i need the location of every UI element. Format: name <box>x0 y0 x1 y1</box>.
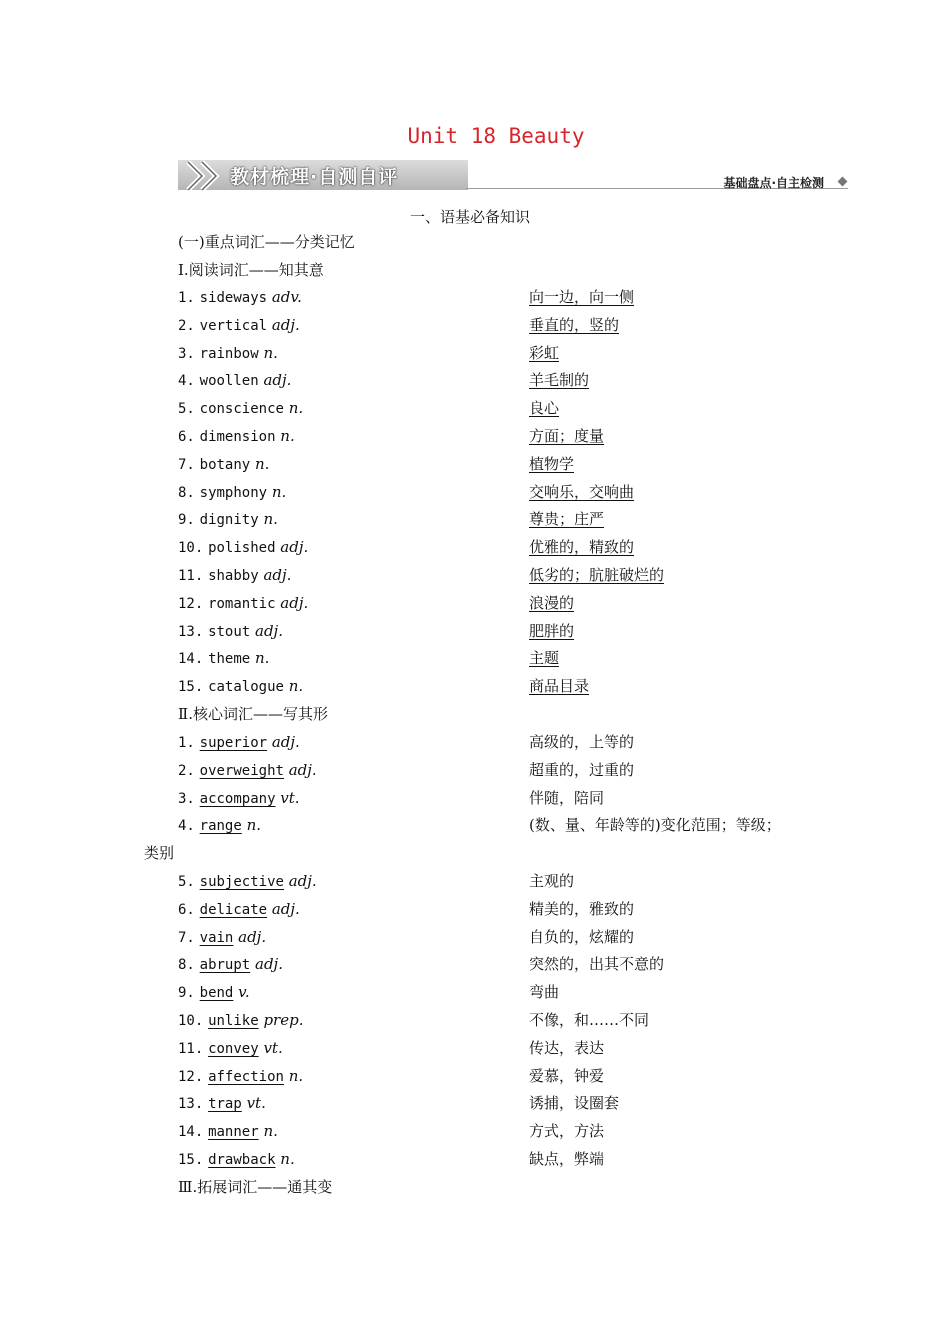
vocab-word: theme <box>208 651 251 668</box>
vocab-word: affection <box>208 1068 284 1085</box>
item-number: 1. <box>178 735 195 751</box>
part-of-speech: n. <box>288 677 304 696</box>
vocab-meaning: 羊毛制的 <box>529 371 590 390</box>
vocab-row <box>178 369 291 391</box>
part-of-speech: adv. <box>271 288 302 306</box>
vocab-word: dignity <box>199 512 259 529</box>
part-of-speech: n. <box>263 1122 278 1141</box>
vocab-meaning: 良心 <box>529 399 560 418</box>
item-number: 8. <box>178 484 195 501</box>
item-number: 15. <box>178 679 204 696</box>
item-number: 14. <box>178 651 204 668</box>
vocab-row <box>178 1037 283 1059</box>
vocab-meaning: 超重的，过重的 <box>529 760 635 779</box>
part-of-speech: adj. <box>255 621 283 640</box>
part-of-speech: n. <box>280 1150 295 1168</box>
item-number: 11. <box>178 568 204 584</box>
part-of-speech: vt. <box>280 788 300 807</box>
vocab-row <box>178 453 269 475</box>
vocab-meaning: 垂直的，竖的 <box>529 315 620 334</box>
part-of-speech: adj. <box>288 872 317 890</box>
vocab-row <box>178 342 278 364</box>
vocab-word: range <box>199 818 242 835</box>
part1-heading: Ⅰ.阅读词汇——知其意 <box>178 261 324 279</box>
vocab-word: stout <box>208 623 251 640</box>
vocab-meaning: 方式，方法 <box>529 1122 605 1141</box>
part-of-speech: adj. <box>263 566 292 584</box>
vocab-word: sideways <box>199 290 268 306</box>
subsection-heading: (一)重点词汇——分类记忆 <box>178 233 355 251</box>
vocab-meaning: 精美的，雅致的 <box>529 899 635 918</box>
vocab-word: vain <box>199 929 234 946</box>
vocab-word: botany <box>199 456 251 473</box>
item-number: 2. <box>178 317 195 334</box>
vocab-meaning: 爱慕，钟爱 <box>529 1066 605 1085</box>
item-number: 9. <box>178 985 195 1002</box>
vocab-word: symphony <box>199 484 268 501</box>
vocab-row <box>178 675 303 697</box>
vocab-row <box>178 981 250 1003</box>
part-of-speech: vt. <box>246 1094 266 1113</box>
vocab-meaning: 低劣的；肮脏破烂的 <box>529 566 665 584</box>
vocab-word: rainbow <box>199 345 259 362</box>
part-of-speech: n. <box>263 510 278 529</box>
vocab-word: overweight <box>199 762 284 779</box>
item-number: 4. <box>178 373 195 390</box>
vocab-row <box>178 536 308 558</box>
vocab-word: bend <box>199 985 234 1002</box>
vocab-word: trap <box>208 1096 242 1113</box>
vocab-meaning: 伴随，陪同 <box>529 788 605 807</box>
vocab-meaning: 商品目录 <box>529 677 590 696</box>
vocab-row <box>178 953 283 975</box>
vocab-meaning: 突然的，出其不意的 <box>529 955 665 974</box>
part-of-speech: v. <box>238 983 250 1002</box>
section-banner <box>178 158 848 194</box>
vocab-row <box>178 425 295 447</box>
vocab-word: subjective <box>199 874 284 890</box>
banner-label: 教材梳理·自测自评 <box>230 166 399 188</box>
item-number: 15. <box>178 1152 204 1168</box>
vocab-word: manner <box>208 1124 259 1141</box>
chevron-right-icon <box>184 158 226 194</box>
part-of-speech: adj. <box>271 315 300 334</box>
vocab-word: woollen <box>199 373 259 390</box>
item-number: 10. <box>178 540 204 557</box>
vocab-row <box>178 564 291 586</box>
vocab-meaning: 诱捕，设圈套 <box>529 1094 620 1113</box>
item-number: 5. <box>178 874 195 890</box>
item-number: 3. <box>178 345 195 362</box>
diamond-icon <box>838 177 848 187</box>
vocab-row <box>178 647 269 669</box>
item-number: 5. <box>178 401 195 418</box>
vocab-row <box>178 1148 295 1170</box>
vocab-word: drawback <box>208 1152 276 1168</box>
vocab-row <box>178 759 317 781</box>
vocab-meaning: 传达，表达 <box>529 1038 605 1057</box>
vocab-row <box>178 814 261 836</box>
part-of-speech: adj. <box>280 538 309 557</box>
item-number: 8. <box>178 957 195 974</box>
vocab-word: conscience <box>199 401 284 418</box>
vocab-meaning: 弯曲 <box>529 983 560 1002</box>
item-number: 6. <box>178 901 195 918</box>
vocab-row <box>178 787 300 809</box>
item-number: 6. <box>178 429 195 445</box>
vocab-meaning: 主题 <box>529 649 560 668</box>
part-of-speech: adj. <box>238 927 267 946</box>
vocab-meaning: 彩虹 <box>529 343 560 362</box>
vocab-row <box>178 1065 303 1087</box>
part-of-speech: prep. <box>263 1011 304 1029</box>
vocab-meaning: 自负的，炫耀的 <box>529 927 635 946</box>
vocab-meaning: 尊贵；庄严 <box>529 510 605 529</box>
page-title: Unit 18 Beauty <box>407 124 585 148</box>
vocab-row <box>178 481 286 503</box>
vocab-meaning: 高级的，上等的 <box>529 733 635 751</box>
item-number: 12. <box>178 1068 204 1085</box>
vocab-word: polished <box>208 540 276 557</box>
part-of-speech: n. <box>255 454 270 473</box>
vocab-word: romantic <box>208 595 276 612</box>
item-number: 12. <box>178 595 204 612</box>
vocab-meaning: 植物学 <box>529 454 575 473</box>
vocab-meaning: 方面；度量 <box>529 427 605 445</box>
part-of-speech: adj. <box>271 733 300 751</box>
vocab-meaning: 不像，和……不同 <box>529 1011 650 1029</box>
part-of-speech: vt. <box>263 1038 283 1057</box>
item-number: 7. <box>178 456 195 473</box>
part2-heading: Ⅱ.核心词汇——写其形 <box>178 705 328 723</box>
vocab-word: superior <box>199 735 268 751</box>
item-number: 13. <box>178 623 204 640</box>
item-number: 11. <box>178 1040 204 1057</box>
part-of-speech: adj. <box>288 760 317 779</box>
part-of-speech: n. <box>271 482 287 501</box>
vocab-row <box>178 870 317 892</box>
vocab-meaning: 浪漫的 <box>529 593 575 612</box>
banner-right-label: 基础盘点·自主检测 <box>723 176 824 190</box>
vocab-meaning: 向一边，向一侧 <box>529 288 635 306</box>
vocab-meaning: 肥胖的 <box>529 621 575 640</box>
vocab-meaning: 交响乐，交响曲 <box>529 482 635 501</box>
vocab-meaning: 缺点，弊端 <box>529 1150 605 1168</box>
vocab-row <box>178 592 308 614</box>
part-of-speech: adj. <box>271 899 300 918</box>
vocab-word: shabby <box>208 568 259 584</box>
vocab-row <box>178 397 303 419</box>
vocab-word: unlike <box>208 1013 259 1029</box>
item-number: 7. <box>178 929 195 946</box>
vocab-word: catalogue <box>208 679 284 696</box>
item-number: 1. <box>178 290 195 306</box>
part-of-speech: n. <box>288 1066 304 1085</box>
vocab-meaning: 优雅的，精致的 <box>529 538 635 557</box>
vocab-word: abrupt <box>199 957 251 974</box>
vocab-row <box>178 1092 266 1114</box>
part3-heading: Ⅲ.拓展词汇——通其变 <box>178 1178 333 1196</box>
item-number: 13. <box>178 1096 204 1113</box>
item-number: 9. <box>178 512 195 529</box>
vocab-row <box>178 926 266 948</box>
part-of-speech: n. <box>288 399 304 418</box>
vocab-word: accompany <box>199 790 276 807</box>
vocab-row <box>178 286 302 308</box>
vocab-row <box>178 1120 278 1142</box>
vocab-row <box>178 898 300 920</box>
vocab-row <box>178 314 300 336</box>
vocab-row <box>178 1009 303 1031</box>
part-of-speech: adj. <box>255 955 283 974</box>
vocab-row <box>178 731 300 753</box>
part-of-speech: n. <box>280 427 295 445</box>
part-of-speech: adj. <box>263 371 292 390</box>
vocab-word: vertical <box>199 317 268 334</box>
item-number: 2. <box>178 762 195 779</box>
vocab-meaning: (数、量、年龄等的)变化范围；等级； <box>529 816 781 835</box>
vocab-meaning: 主观的 <box>529 872 575 890</box>
part-of-speech: n. <box>255 649 270 668</box>
item-number: 3. <box>178 790 195 807</box>
item-number: 10. <box>178 1013 204 1029</box>
vocab-word: convey <box>208 1040 259 1057</box>
vocab-word: delicate <box>199 901 268 918</box>
vocab-row <box>178 508 278 530</box>
item-number: 4. <box>178 818 195 835</box>
part-of-speech: n. <box>246 816 262 835</box>
vocab-meaning-continuation: 类别 <box>144 844 175 863</box>
part-of-speech: n. <box>263 343 278 362</box>
item-number: 14. <box>178 1124 204 1141</box>
section-heading: 一、语基必备知识 <box>410 208 531 226</box>
vocab-word: dimension <box>199 429 276 445</box>
vocab-row <box>178 620 283 642</box>
part-of-speech: adj. <box>280 593 309 612</box>
